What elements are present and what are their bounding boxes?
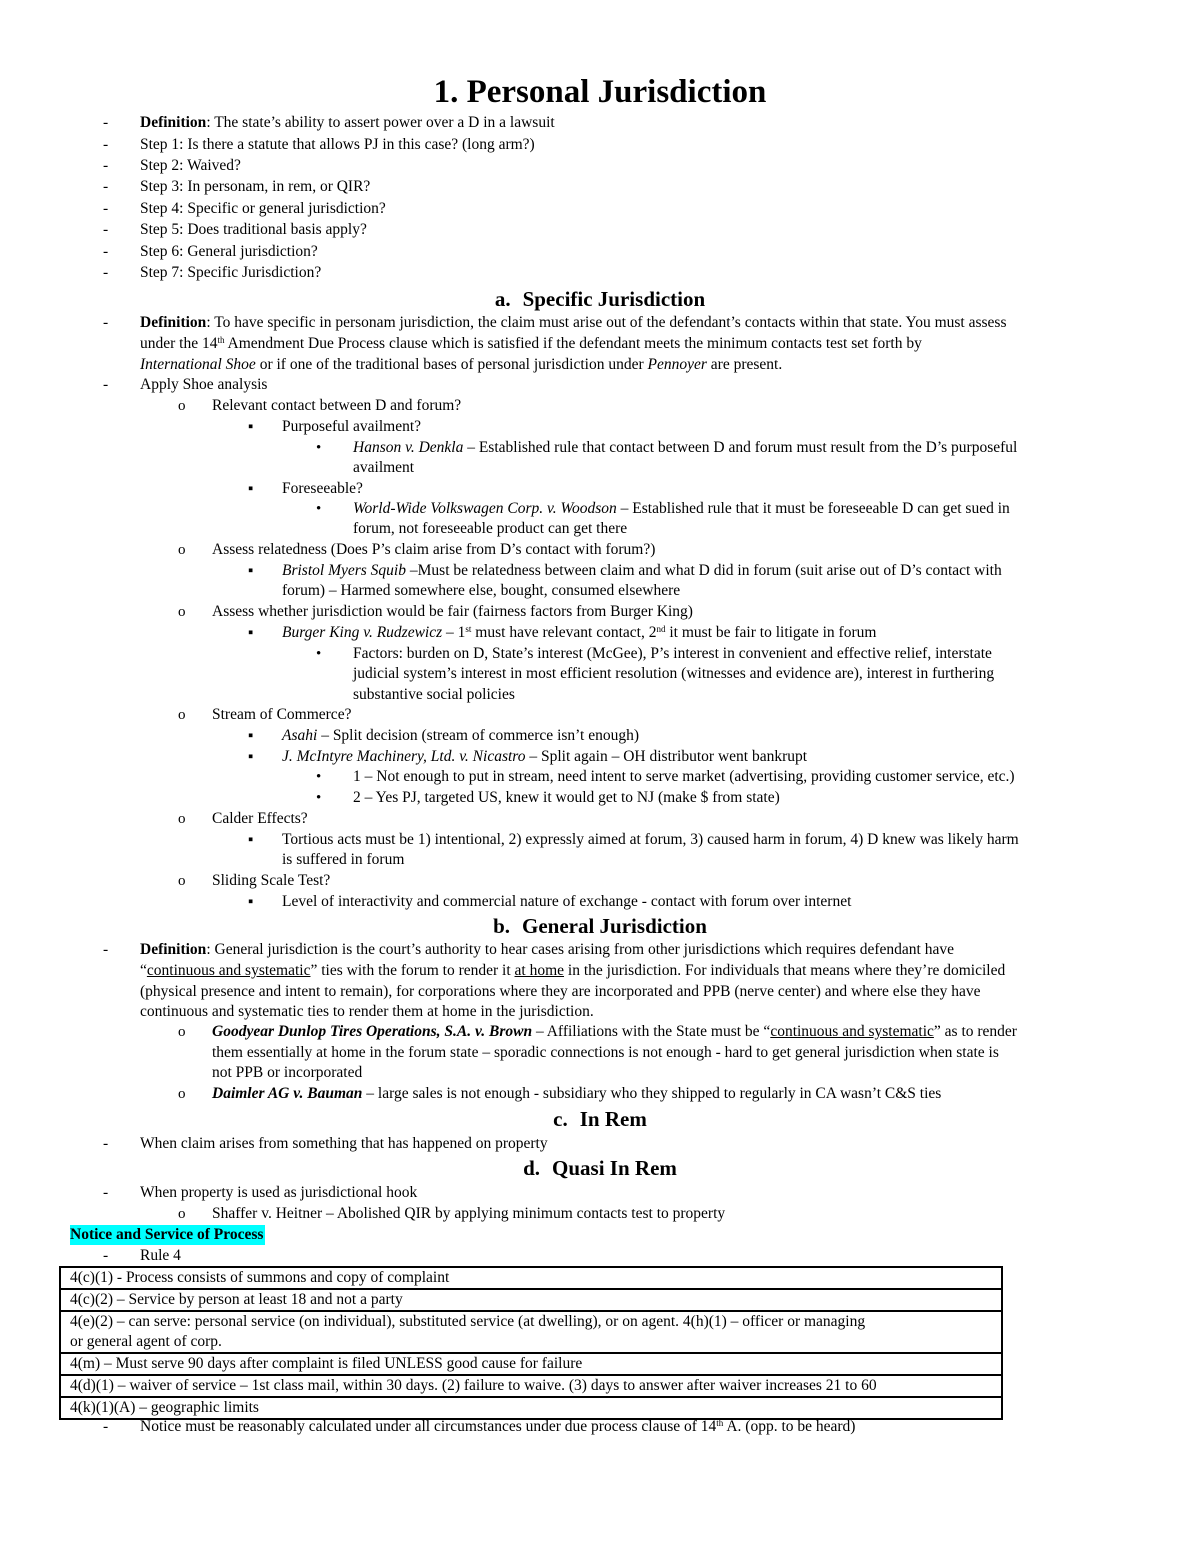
circle-marker: o [178, 1086, 186, 1102]
bullet-marker: • [316, 790, 322, 806]
in-rem-text: When claim arises from something that has happened on property [140, 1135, 548, 1152]
general-definition-cont: continuous and systematic ties to render them at home in the jurisdiction. [140, 1003, 594, 1020]
world-wide-case-cont: forum, not foreseeable product can get there [353, 520, 628, 537]
table-row [60, 1311, 1002, 1353]
daimler-case: Daimler AG v. Bauman – large sales is not enough - subsidiary who they shipped to regularly in CA wasn’t C&S ties [212, 1085, 942, 1102]
fairness-factors-cont: substantive social policies [353, 686, 515, 703]
section-heading-quasi-in-rem: d. Quasi In Rem [523, 1156, 677, 1180]
dash-marker: - [103, 941, 109, 958]
stream-of-commerce: Stream of Commerce? [212, 706, 352, 723]
table-cell: 4(d)(1) – waiver of service – 1st class mail, within 30 days. (2) failure to waive. (3) days to answer after waiver increases 21 to 60 [60, 1375, 1002, 1397]
table-cell: 4(k)(1)(A) – geographic limits [60, 1397, 1002, 1419]
general-definition-cont: “continuous and systematic” ties with the forum to render it at home in the jurisdiction. For individuals that means where they’re domiciled [140, 962, 1006, 979]
fairness-factors: Factors: burden on D, State’s interest (McGee), P’s interest in convenient and effective relief, interstate [353, 645, 992, 662]
intro-step: Step 3: In personam, in rem, or QIR? [140, 178, 371, 195]
calder-effects: Calder Effects? [212, 810, 308, 827]
dash-marker: - [103, 264, 109, 281]
table-row [60, 1397, 1002, 1419]
bullet-marker: • [316, 440, 322, 456]
dash-marker: - [103, 314, 109, 331]
circle-marker: o [178, 707, 186, 723]
hanson-case-cont: availment [353, 459, 415, 476]
rule-4-table [59, 1266, 1003, 1420]
intro-step: Step 7: Specific Jurisdiction? [140, 264, 322, 281]
goodyear-case-cont: them essentially at home in the forum state – sporadic connections is not enough - hard to get general jurisdiction when state is [212, 1044, 999, 1061]
intro-step: Step 1: Is there a statute that allows PJ in this case? (long arm?) [140, 136, 535, 153]
table-row [60, 1267, 1002, 1289]
hanson-case: Hanson v. Denkla – Established rule that contact between D and forum must result from the D’s purposeful [353, 439, 1018, 456]
mcintyre-opinion-1: 1 – Not enough to put in stream, need intent to serve market (advertising, providing customer service, etc.) [353, 768, 1015, 785]
bullet-marker: • [316, 769, 322, 785]
table-row [60, 1375, 1002, 1397]
dash-marker: - [103, 136, 109, 153]
section-heading-general: b. General Jurisdiction [493, 914, 707, 938]
dash-marker: - [103, 178, 109, 195]
dash-marker: - [103, 376, 109, 393]
intro-step: Step 4: Specific or general jurisdiction? [140, 200, 386, 217]
intro-step: Step 5: Does traditional basis apply? [140, 221, 367, 238]
fairness: Assess whether jurisdiction would be fair (fairness factors from Burger King) [212, 603, 693, 620]
bullet-marker: • [316, 501, 322, 517]
goodyear-case: Goodyear Dunlop Tires Operations, S.A. v. Brown – Affiliations with the State must be “continuous and systematic” as to render [212, 1023, 1017, 1040]
dash-marker: - [103, 1418, 109, 1435]
bms-case-cont: forum) – Harmed somewhere else, bought, consumed elsewhere [282, 582, 681, 599]
general-definition-cont: (physical presence and intent to remain), for corporations where they are incorporated and PPB (nerve center) and where else they have [140, 983, 981, 1000]
intro-step: Step 2: Waived? [140, 157, 241, 174]
square-marker: ▪ [248, 728, 254, 744]
intro-definition: Definition: The state’s ability to assert power over a D in a lawsuit [140, 114, 555, 131]
dash-marker: - [103, 243, 109, 260]
bullet-marker: • [316, 646, 322, 662]
circle-marker: o [178, 811, 186, 827]
mcintyre-case: J. McIntyre Machinery, Ltd. v. Nicastro – Split again – OH distributor went bankrupt [282, 748, 808, 765]
calder-test: Tortious acts must be 1) intentional, 2) expressly aimed at forum, 3) caused harm in forum, 4) D knew was likely harm [282, 831, 1019, 848]
dash-marker: - [103, 114, 109, 131]
dash-marker: - [103, 1135, 109, 1152]
square-marker: ▪ [248, 832, 254, 848]
notice-heading: Notice and Service of Process [70, 1226, 264, 1243]
burger-king-case: Burger King v. Rudzewicz – 1st must have relevant contact, 2nd it must be fair to litigate in forum [282, 624, 877, 641]
sliding-scale-detail: Level of interactivity and commercial nature of exchange - contact with forum over internet [282, 893, 852, 910]
circle-marker: o [178, 1024, 186, 1040]
asahi-case: Asahi – Split decision (stream of commerce isn’t enough) [282, 727, 640, 744]
circle-marker: o [178, 542, 186, 558]
mcintyre-opinion-2: 2 – Yes PJ, targeted US, knew it would get to NJ (make $ from state) [353, 789, 780, 806]
relevant-contact: Relevant contact between D and forum? [212, 397, 462, 414]
dash-marker: - [103, 1247, 109, 1264]
section-heading-in-rem: c. In Rem [553, 1107, 647, 1131]
shaffer-case: Shaffer v. Heitner – Abolished QIR by applying minimum contacts test to property [212, 1205, 726, 1222]
general-definition: Definition: General jurisdiction is the court’s authority to hear cases arising from other jurisdictions which requires defendant have [140, 941, 954, 958]
fairness-factors-cont: judicial system’s interest in most efficient resolution (witnesses and evidence are), interest in furthering [353, 665, 995, 682]
table-cell: 4(c)(2) – Service by person at least 18 and not a party [60, 1289, 1002, 1311]
apply-shoe: Apply Shoe analysis [140, 376, 268, 393]
table-cell: 4(c)(1) - Process consists of summons and copy of complaint [60, 1267, 1002, 1289]
square-marker: ▪ [248, 563, 254, 579]
bms-case: Bristol Myers Squib –Must be relatedness between claim and what D did in forum (suit arise out of D’s contact with [282, 562, 1002, 579]
rule-4: Rule 4 [140, 1247, 181, 1264]
relatedness: Assess relatedness (Does P’s claim arise from D’s contact with forum?) [212, 541, 656, 558]
circle-marker: o [178, 604, 186, 620]
square-marker: ▪ [248, 625, 254, 641]
specific-definition-cont: under the 14th Amendment Due Process clause which is satisfied if the defendant meets the minimum contacts test set forth by [140, 335, 922, 352]
dash-marker: - [103, 157, 109, 174]
calder-test-cont: is suffered in forum [282, 851, 405, 868]
notice-due-process: Notice must be reasonably calculated under all circumstances under due process clause of 14th A. (opp. to be heard) [140, 1418, 856, 1435]
table-row [60, 1289, 1002, 1311]
goodyear-case-cont: not PPB or incorporated [212, 1064, 363, 1081]
sliding-scale: Sliding Scale Test? [212, 872, 331, 889]
table-cell: 4(e)(2) – can serve: personal service (on individual), substituted service (at dwelling), or on agent. 4(h)(1) – officer or managing or general agent of corp. [60, 1311, 1002, 1353]
circle-marker: o [178, 873, 186, 889]
specific-definition: Definition: To have specific in personam jurisdiction, the claim must arise out of the defendant’s contacts within that state. You must assess [140, 314, 1007, 331]
foreseeable: Foreseeable? [282, 480, 363, 497]
table-row [60, 1353, 1002, 1375]
specific-definition-cont: International Shoe or if one of the traditional bases of personal jurisdiction under Pennoyer are present. [140, 356, 783, 373]
circle-marker: o [178, 398, 186, 414]
qir-text: When property is used as jurisdictional hook [140, 1184, 418, 1201]
page-title: 1. Personal Jurisdiction [433, 74, 767, 110]
intro-step: Step 6: General jurisdiction? [140, 243, 318, 260]
table-cell: 4(m) – Must serve 90 days after complaint is filed UNLESS good cause for failure [60, 1353, 1002, 1375]
dash-marker: - [103, 200, 109, 217]
square-marker: ▪ [248, 419, 254, 435]
dash-marker: - [103, 221, 109, 238]
purposeful-availment: Purposeful availment? [282, 418, 422, 435]
section-heading-specific: a. Specific Jurisdiction [494, 287, 706, 311]
dash-marker: - [103, 1184, 109, 1201]
square-marker: ▪ [248, 749, 254, 765]
square-marker: ▪ [248, 481, 254, 497]
world-wide-case: World-Wide Volkswagen Corp. v. Woodson – Established rule that it must be foreseeable D can get sued in [353, 500, 1010, 517]
square-marker: ▪ [248, 894, 254, 910]
circle-marker: o [178, 1206, 186, 1222]
